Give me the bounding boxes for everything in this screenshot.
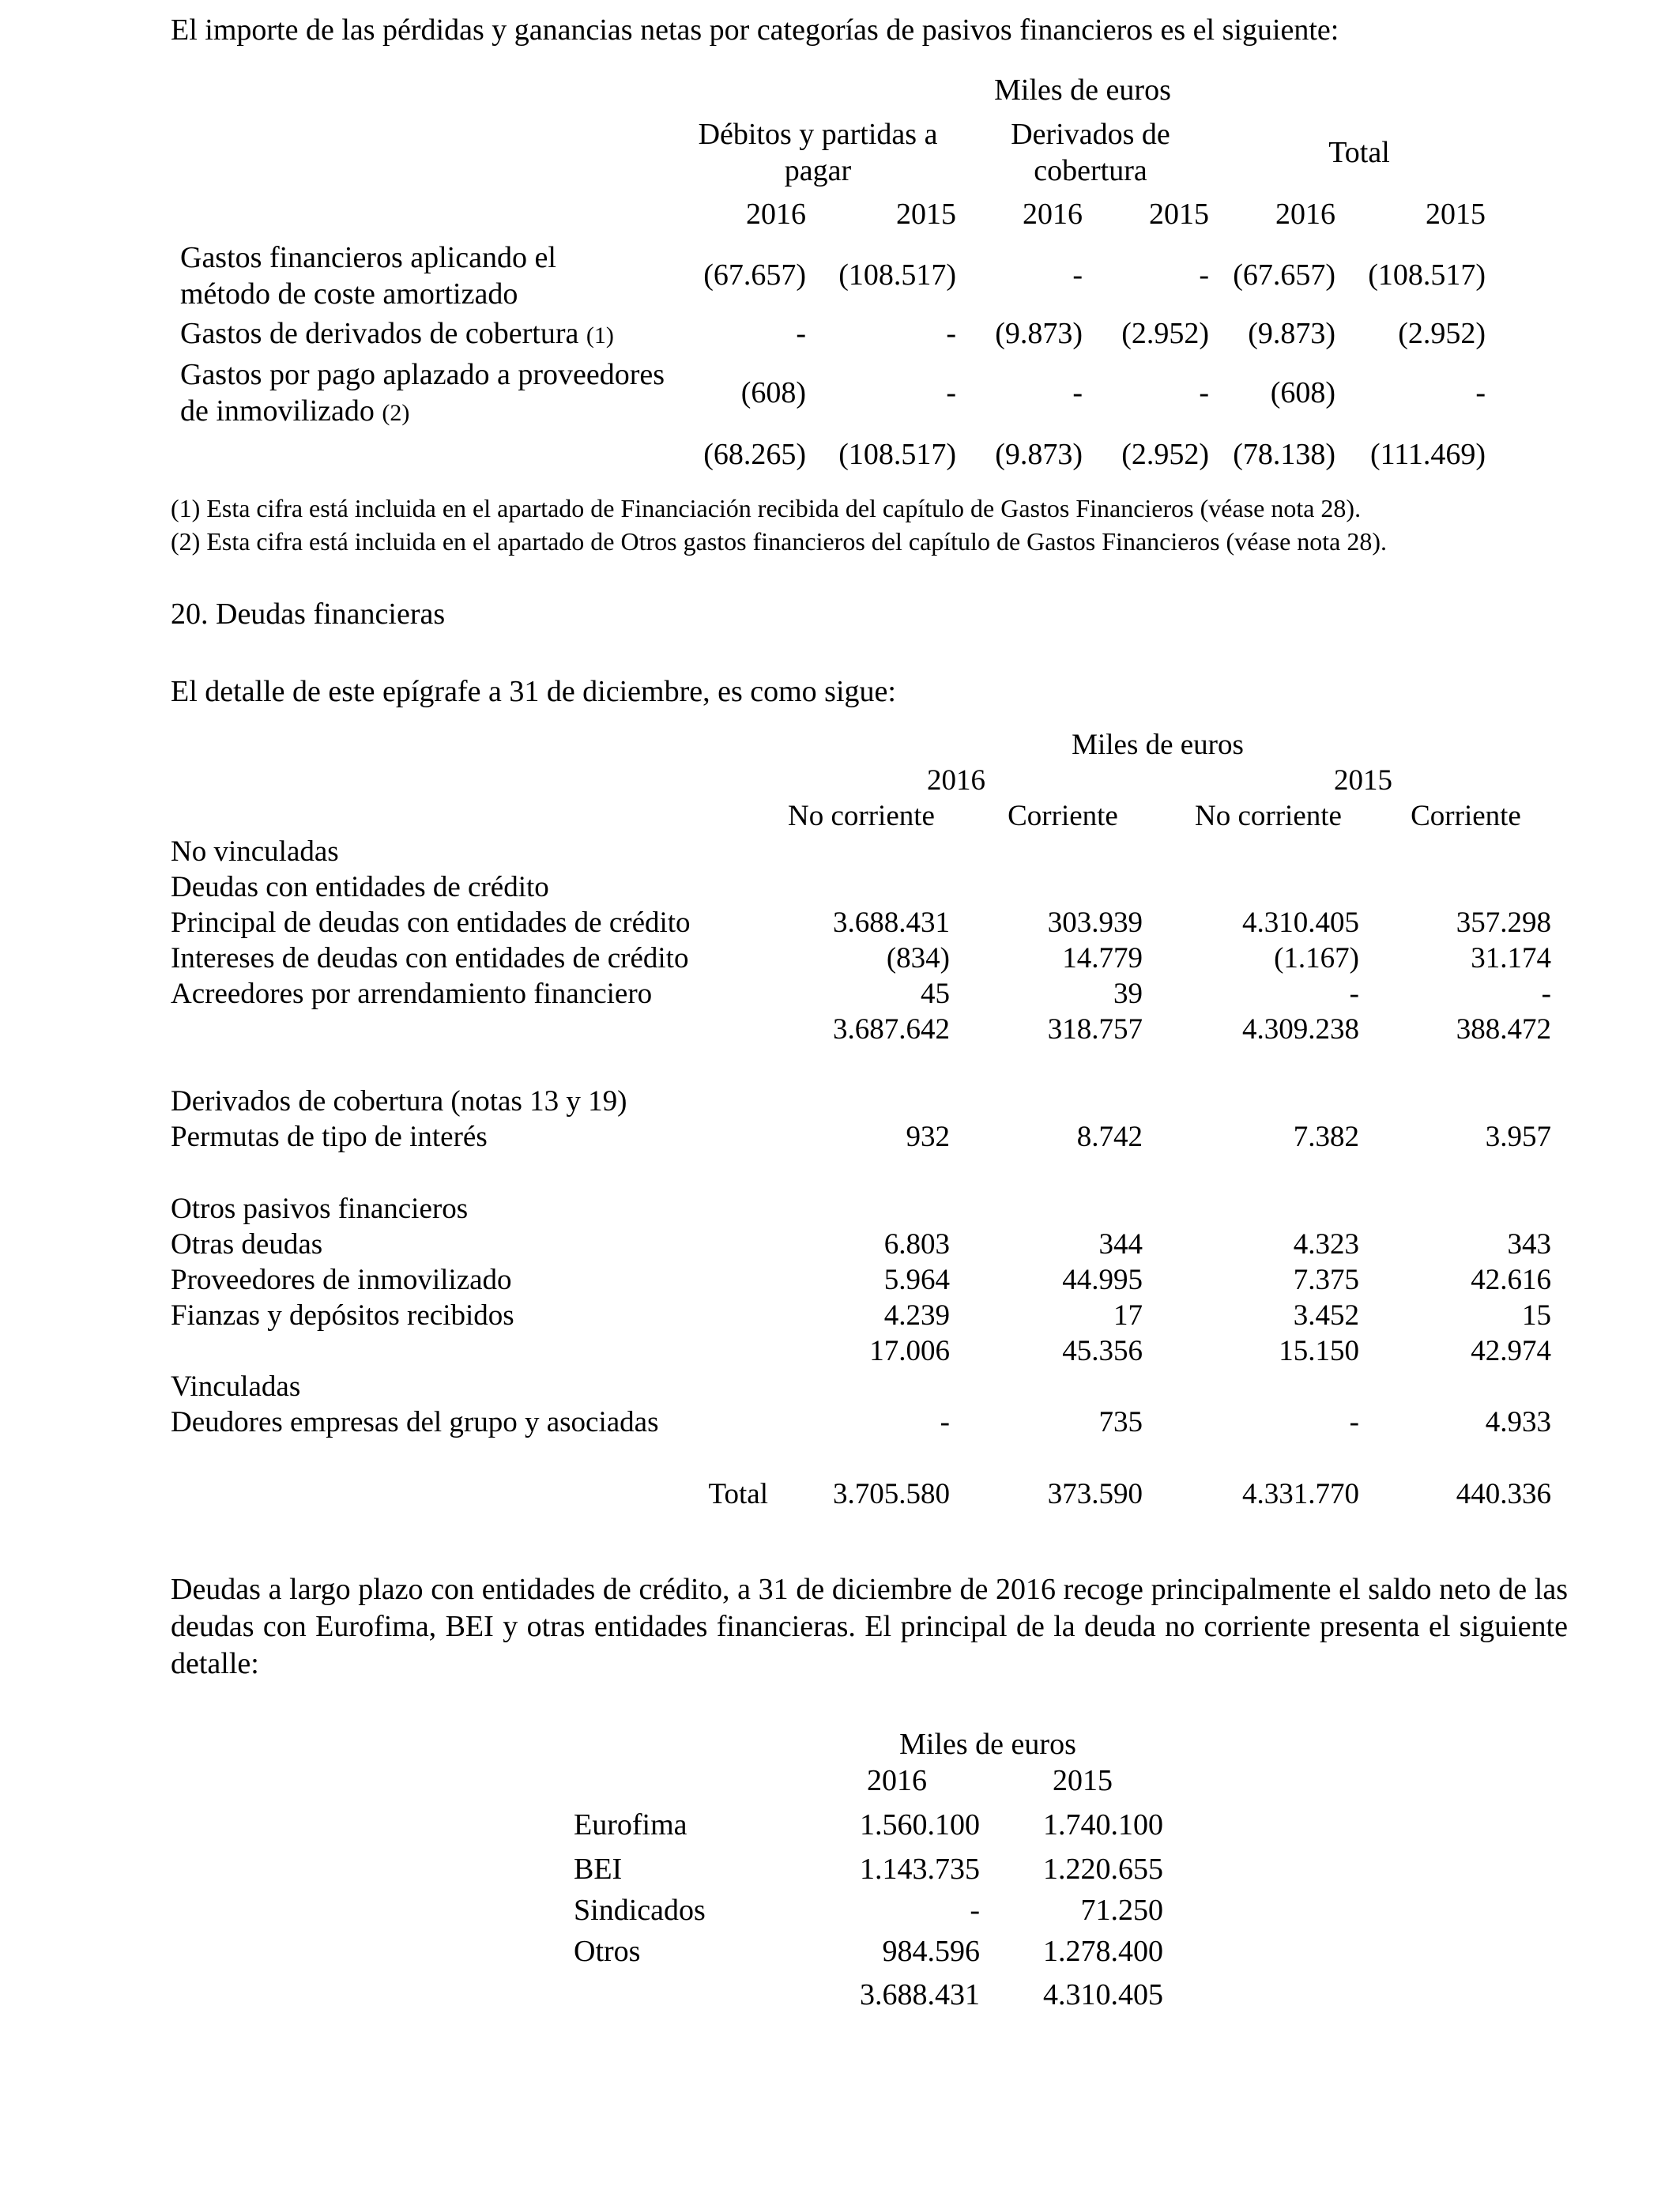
table2-cell: 5.964	[883, 1264, 950, 1296]
table3-row-label: Sindicados	[574, 1894, 706, 1927]
table1-total-cell: (68.265)	[703, 438, 806, 471]
table1-cell: (108.517)	[838, 258, 956, 292]
table1-total-cell: (9.873)	[995, 438, 1083, 471]
table1-cell: -	[1199, 258, 1209, 292]
table1-group-header: Total	[1328, 136, 1390, 169]
table3-cell: -	[970, 1894, 980, 1927]
table2-total-cell: 4.331.770	[1242, 1478, 1359, 1510]
table1-cell: (2.952)	[1121, 317, 1209, 350]
table2-row-label: Vinculadas	[171, 1370, 301, 1403]
table1-total-cell: (78.138)	[1233, 438, 1335, 471]
table1-cell: (9.873)	[995, 317, 1083, 350]
table2-row-label: Deudores empresas del grupo y asociadas	[171, 1406, 659, 1438]
table1-cell: (2.952)	[1398, 317, 1486, 350]
table2-cell: 7.382	[1293, 1121, 1359, 1153]
table1-year-header: 2016	[1023, 198, 1083, 231]
table2-subtotal-cell: 45.356	[1062, 1335, 1143, 1367]
table3-row-label: BEI	[574, 1853, 623, 1886]
table2-cell: 932	[906, 1121, 950, 1153]
detail-text: El detalle de este epígrafe a 31 de diciembre, es como sigue:	[171, 675, 896, 708]
table2-cell: -	[1541, 978, 1551, 1010]
table2-cell: 3.688.431	[833, 907, 950, 939]
table2-cell: 7.375	[1293, 1264, 1359, 1296]
table2-cell: (834)	[886, 942, 950, 974]
table2-year-header: 2015	[1334, 764, 1392, 797]
table2-row-label: Intereses de deudas con entidades de crédito	[171, 942, 689, 974]
table2-total-cell: 373.590	[1047, 1478, 1143, 1510]
table2-row-label: Derivados de cobertura (notas 13 y 19)	[171, 1085, 627, 1118]
table2-cell: (1.167)	[1274, 942, 1359, 974]
table2-row-label: Fianzas y depósitos recibidos	[171, 1299, 514, 1332]
table2-cell: 357.298	[1456, 907, 1551, 939]
table1-year-header: 2016	[746, 198, 806, 231]
table1-year-header: 2016	[1275, 198, 1335, 231]
table2-cell: 39	[1113, 978, 1143, 1010]
table2-cell: -	[1349, 978, 1359, 1010]
table3-row-label: Eurofima	[574, 1808, 687, 1842]
table2-subtotal-cell: 42.974	[1471, 1335, 1551, 1367]
table2-row-label: Principal de deudas con entidades de crédito	[171, 907, 691, 939]
table1-row-label: Gastos por pago aplazado a proveedores de inmovilizado (2)	[180, 358, 665, 428]
table3-year-header: 2016	[867, 1764, 927, 1797]
table1-cell: (608)	[1270, 376, 1335, 409]
table3-total-cell: 4.310.405	[1043, 1978, 1163, 2011]
table2-cell: 303.939	[1047, 907, 1143, 939]
table2-cell: 344	[1098, 1228, 1143, 1261]
table2-cell: 14.779	[1062, 942, 1143, 974]
table2-column-header: No corriente	[788, 800, 935, 832]
table2-row-label: Proveedores de inmovilizado	[171, 1264, 512, 1296]
table2-total-cell: 3.705.580	[833, 1478, 950, 1510]
table2-cell: 17	[1113, 1299, 1143, 1332]
table3-cell: 1.220.655	[1043, 1853, 1163, 1886]
table3-year-header: 2015	[1053, 1764, 1113, 1797]
table2-cell: 735	[1098, 1406, 1143, 1438]
table1-cell: -	[1199, 376, 1209, 409]
footnote-ref: (1)	[586, 322, 614, 349]
table2-subtotal-cell: 318.757	[1047, 1013, 1143, 1046]
long-term-paragraph: Deudas a largo plazo con entidades de crédito, a 31 de diciembre de 2016 recoge principalmente el saldo neto de las deudas con Eurofima, BEI y otras entidades financieras. El principal de la deuda no corriente presenta el siguiente detalle:	[171, 1573, 1568, 1680]
table2-cell: -	[1349, 1406, 1359, 1438]
table2-row-label: Otros pasivos financieros	[171, 1193, 469, 1225]
table2-column-header: Corriente	[1411, 800, 1521, 832]
table2-cell: 3.452	[1293, 1299, 1359, 1332]
table3-cell: 1.740.100	[1043, 1808, 1163, 1842]
table1-cell: -	[796, 317, 806, 350]
table1-total-cell: (111.469)	[1370, 438, 1486, 471]
table3-cell: 1.143.735	[860, 1853, 980, 1886]
table2-cell: 42.616	[1471, 1264, 1551, 1296]
table2-row-label: Acreedores por arrendamiento financiero	[171, 978, 653, 1010]
table2-row-label: Deudas con entidades de crédito	[171, 871, 549, 903]
table2-row-label: No vinculadas	[171, 835, 339, 868]
table1-cell: -	[946, 317, 956, 350]
table1-year-header: 2015	[1426, 198, 1486, 231]
table1-cell: (108.517)	[1368, 258, 1486, 292]
table2-cell: 8.742	[1076, 1121, 1143, 1153]
section-title: 20. Deudas financieras	[171, 598, 446, 631]
table3-cell: 71.250	[1080, 1894, 1163, 1927]
table1-row-label: Gastos financieros aplicando el método de coste amortizado	[180, 241, 556, 311]
table1-cell: (608)	[740, 376, 806, 409]
table2-column-header: No corriente	[1195, 800, 1342, 832]
table1-cell: -	[946, 376, 956, 409]
table1-cell: (67.657)	[1233, 258, 1335, 292]
footnote: (1) Esta cifra está incluida en el apartado de Financiación recibida del capítulo de Gastos Financieros (véase nota 28).	[171, 494, 1362, 522]
table1-units-header: Miles de euros	[994, 74, 1171, 107]
intro-text: El importe de las pérdidas y ganancias netas por categorías de pasivos financieros es el siguiente:	[171, 13, 1339, 47]
table3-units-header: Miles de euros	[899, 1728, 1076, 1761]
table1-year-header: 2015	[1149, 198, 1209, 231]
table2-cell: 3.957	[1485, 1121, 1551, 1153]
table2-cell: 45	[921, 978, 950, 1010]
table2-subtotal-cell: 388.472	[1456, 1013, 1551, 1046]
table3-total-cell: 3.688.431	[860, 1978, 980, 2011]
table2-cell: 4.310.405	[1242, 907, 1359, 939]
table3-cell: 984.596	[882, 1935, 980, 1968]
table1-group-header: Derivados de cobertura	[1011, 118, 1170, 187]
table2-row-label: Permutas de tipo de interés	[171, 1121, 488, 1153]
table2-year-header: 2016	[927, 764, 985, 797]
table2-cell: -	[940, 1406, 950, 1438]
table1-total-cell: (108.517)	[838, 438, 956, 471]
table2-cell: 6.803	[883, 1228, 950, 1261]
table2-cell: 343	[1507, 1228, 1551, 1261]
table3-row-label: Otros	[574, 1935, 641, 1968]
table2-cell: 4.323	[1293, 1228, 1359, 1261]
table2-row-label: Otras deudas	[171, 1228, 323, 1261]
table1-total-cell: (2.952)	[1121, 438, 1209, 471]
table1-group-header: Débitos y partidas a pagar	[698, 118, 938, 187]
table1-cell: -	[1475, 376, 1486, 409]
table1-cell: -	[1072, 376, 1083, 409]
table2-subtotal-cell: 4.309.238	[1242, 1013, 1359, 1046]
table2-units-header: Miles de euros	[1072, 729, 1244, 761]
table2-total-label: Total	[708, 1478, 768, 1510]
table2-cell: 4.239	[883, 1299, 950, 1332]
table1-cell: -	[1072, 258, 1083, 292]
table1-row-label: Gastos de derivados de cobertura (1)	[180, 317, 614, 350]
table1-cell: (67.657)	[703, 258, 806, 292]
footnote-ref: (2)	[382, 400, 410, 426]
table2-total-cell: 440.336	[1456, 1478, 1551, 1510]
table3-cell: 1.560.100	[860, 1808, 980, 1842]
table2-subtotal-cell: 15.150	[1279, 1335, 1359, 1367]
table3-cell: 1.278.400	[1043, 1935, 1163, 1968]
table2-subtotal-cell: 17.006	[869, 1335, 950, 1367]
table2-cell: 4.933	[1485, 1406, 1551, 1438]
footnote: (2) Esta cifra está incluida en el apartado de Otros gastos financieros del capítulo de Gastos Financieros (véase nota 28).	[171, 527, 1388, 556]
table2-cell: 15	[1522, 1299, 1551, 1332]
table2-cell: 31.174	[1471, 942, 1551, 974]
table2-cell: 44.995	[1062, 1264, 1143, 1296]
table2-column-header: Corriente	[1008, 800, 1118, 832]
table1-year-header: 2015	[896, 198, 956, 231]
table1-cell: (9.873)	[1248, 317, 1335, 350]
table2-subtotal-cell: 3.687.642	[833, 1013, 950, 1046]
